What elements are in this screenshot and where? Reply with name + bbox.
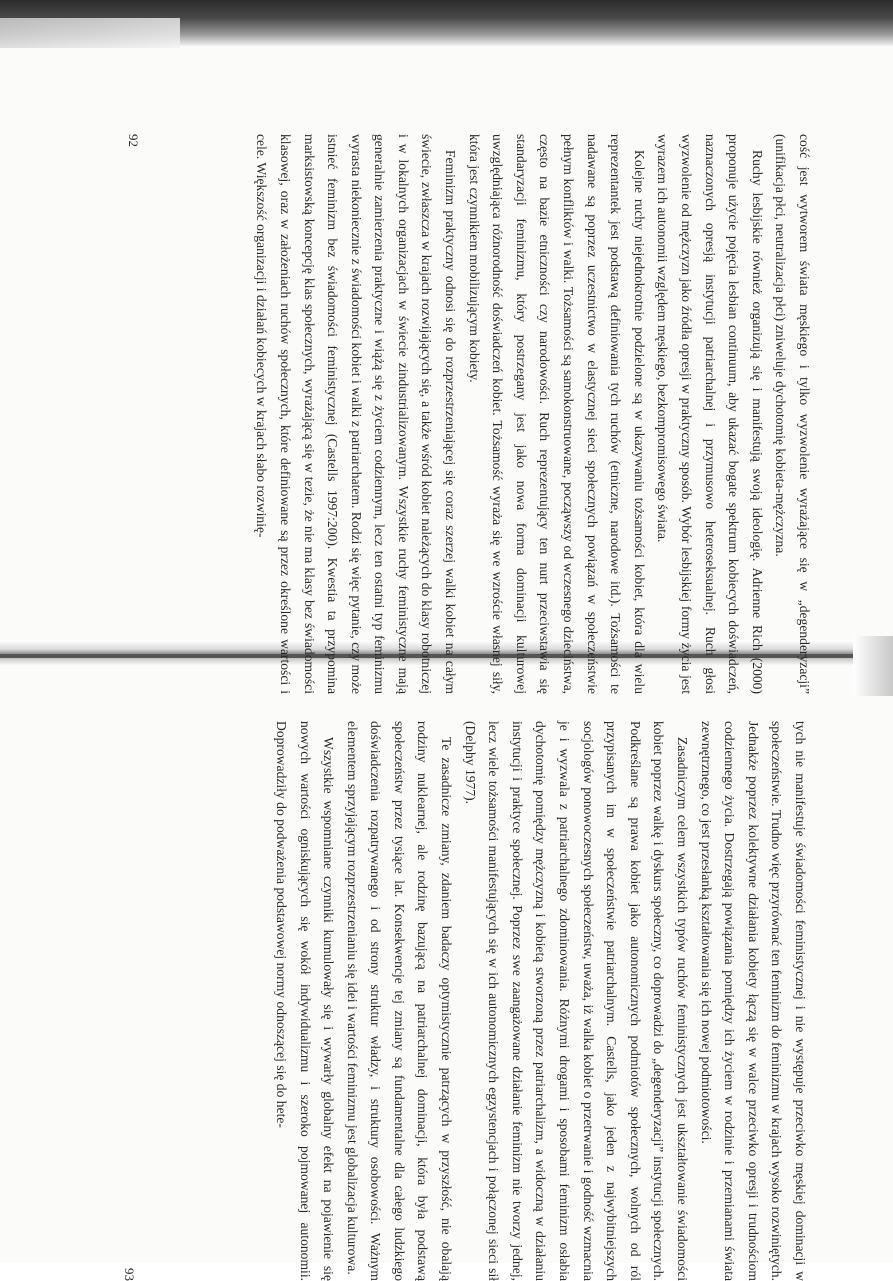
paragraph: Te zasadnicze zmiany, zdaniem badaczy optymistycznie patrzących w przyszłość, nie obalają rodziny nuklearnej, ale rodzinę bazującą na patriarchalnej dominacji, która była podstawą społeczeństw przez tysiące lat. Konsekwencje tej zmiany są fundamentalne dla całego ludzkiego doświadczenia rozpatrywanego i od strony struktur władzy, i struktury osobowości. Ważnym elementem sprzyjającym rozprzestrzenianiu się idei i wartości feminizmu jest globalizacja kulturowa. [344, 721, 455, 1281]
paragraph: Zasadniczym celem wszystkich typów ruchów feministycznych jest ukształtowanie świadomości kobiet poprzez walkę i dyskurs społeczny, co doprowadzi do „degenderyzacji” instytucji społecznych. Podkreślane są prawa kobiet jako autonomicznych podmiotów społecznych, wolnych od ról przypisanych im w społeczeństwie patriarchalnym. Castells, jako jeden z najwybitniejszych socjologów ponowoczesnych społeczeństw, uważa, iż walka kobiet o przetrwanie i godność wzmacnia je i wyzwala z patriarchalnego zdominowania. Różnymi drogami i sposobami feminizm osłabia dychotomię pomiędzy mężczyzną i kobietą stworzoną przez patriarchalizm, a widoczną w działaniu instytucji i praktyce społecznej. Poprzez swe zaangażowane działanie feminizm nie tworzy jednej, lecz wiele tożsamości manifestujących się w ich autonomicznych egzystencjach i połączonej sieci sił (Delphy 1977). [462, 721, 691, 1281]
paragraph: Wszystkie wspomniane czynniki kumulowały się i wywarły globalny efekt na pojawienie się nowych wartości ogniskujących się wokół indywidualizmu i szeroko pojmowanej autonomii. Doprowadziły do podważenia podstawowej normy odnoszącej się do hete- [273, 721, 337, 1281]
page-number: 92 [126, 134, 141, 147]
paragraph: Ruchy lesbijskie również organizują się i manifestują swoją ideologię. Adrienne Rich (2000) proponuje użycie pojęcia lesbian continuum, aby ukazać bogate spektrum kobiecych doświadczeń, naznaczonych opresją instytucji patriarchalnej i przymusowo heteroseksualnej. Ruch głosi wyzwolenie od mężczyzn jako źródła opresji w praktyczny sposób. Wybór lesbijskiej formy życia jest wyrazem ich autonomii względem męskiego, bezkompromisowego świata. [655, 134, 765, 694]
paragraph: cość jest wytworem świata męskiego i tylko wyzwolenie wyrażające się w „degenderyzacji” (unifikacja płci, neutralizacja płci) zniweluje dychotomię kobieta-mężczyzna. [773, 134, 812, 694]
page-number: 93 [122, 1268, 137, 1281]
page-93-body [269, 721, 812, 1281]
gutter-edge-notch [853, 636, 893, 696]
paragraph: Feminizm praktyczny odnosi się do rozprzestrzeniającej się coraz szerzej walki kobiet na całym świecie, zwłaszcza w krajach rozwijających się, a także wśród kobiet należących do klasy robotniczej i w lokalnych organizacjach w świecie zindustrializowanym. Wszystkie ruchy feministyczne mają generalnie zamierzenia praktyczne i wiążą się z życiem codziennym, lecz ten ostatni typ feminizmu wyrasta niekoniecznie z świadomości kobiet i walki z patriarchatem. Rodzi się więc pytanie, czy może istnieć feminizm bez świadomości feministycznej (Castells 1997:200). Kwestia ta przypomina marksistowską koncepcję klas społecznych, wyrażającą się w tezie, że nie ma klasy bez świadomości klasowej, oraz w założeniach ruchów społecznych, które definiowane są przez określone wartości i cele. Większość organizacji i działań kobiecych w krajach słabo rozwinię- [254, 134, 459, 694]
paragraph: tych nie manifestuje świadomości feministycznej i nie występuje przeciwko męskiej dominacji w społeczeństwie. Trudno więc przyrównać ten feminizm do feminizmu w krajach wysoko rozwiniętych. Jednakże poprzez kolektywne działania kobiety łączą się w walce przeciwko opresji i trudnościom codziennego życia. Dostrzegają powiązania pomiędzy ich życiem w rodzinie i przemianami świata zewnętrznego, co jest przesłanką kształtowania się ich nowej podmiotowości. [698, 721, 808, 1281]
scanner-edge-highlight [0, 18, 180, 48]
page-92-body [250, 134, 816, 694]
page-93 [100, 721, 812, 1281]
page-92 [104, 134, 816, 694]
paragraph: Kolejne ruchy niejednokrotnie podzielone są w ukazywaniu tożsamości kobiet, która dla wielu reprezentantek jest podstawą definiowania tych ruchów (etniczne, narodowe itd.). Tożsamości te nadawane są poprzez uczestnictwo w elastycznej sieci społecznych powiązań w społeczeństwie pełnym konfliktów i walki. Tożsamości są samokonstruowane, począwszy od wczesnego dzieciństwa, często na bazie etniczności czy narodowości. Ruch reprezentujący ten nurt przeciwstawia się standaryzacji feminizmu, który postrzegany jest jako nowa forma dominacji kulturowej uwzględniająca różnorodność doświadczeń kobiet. Tożsamość wyraża się we wzroście własnej siły, która jest czynnikiem mobilizującym kobiety. [466, 134, 647, 694]
